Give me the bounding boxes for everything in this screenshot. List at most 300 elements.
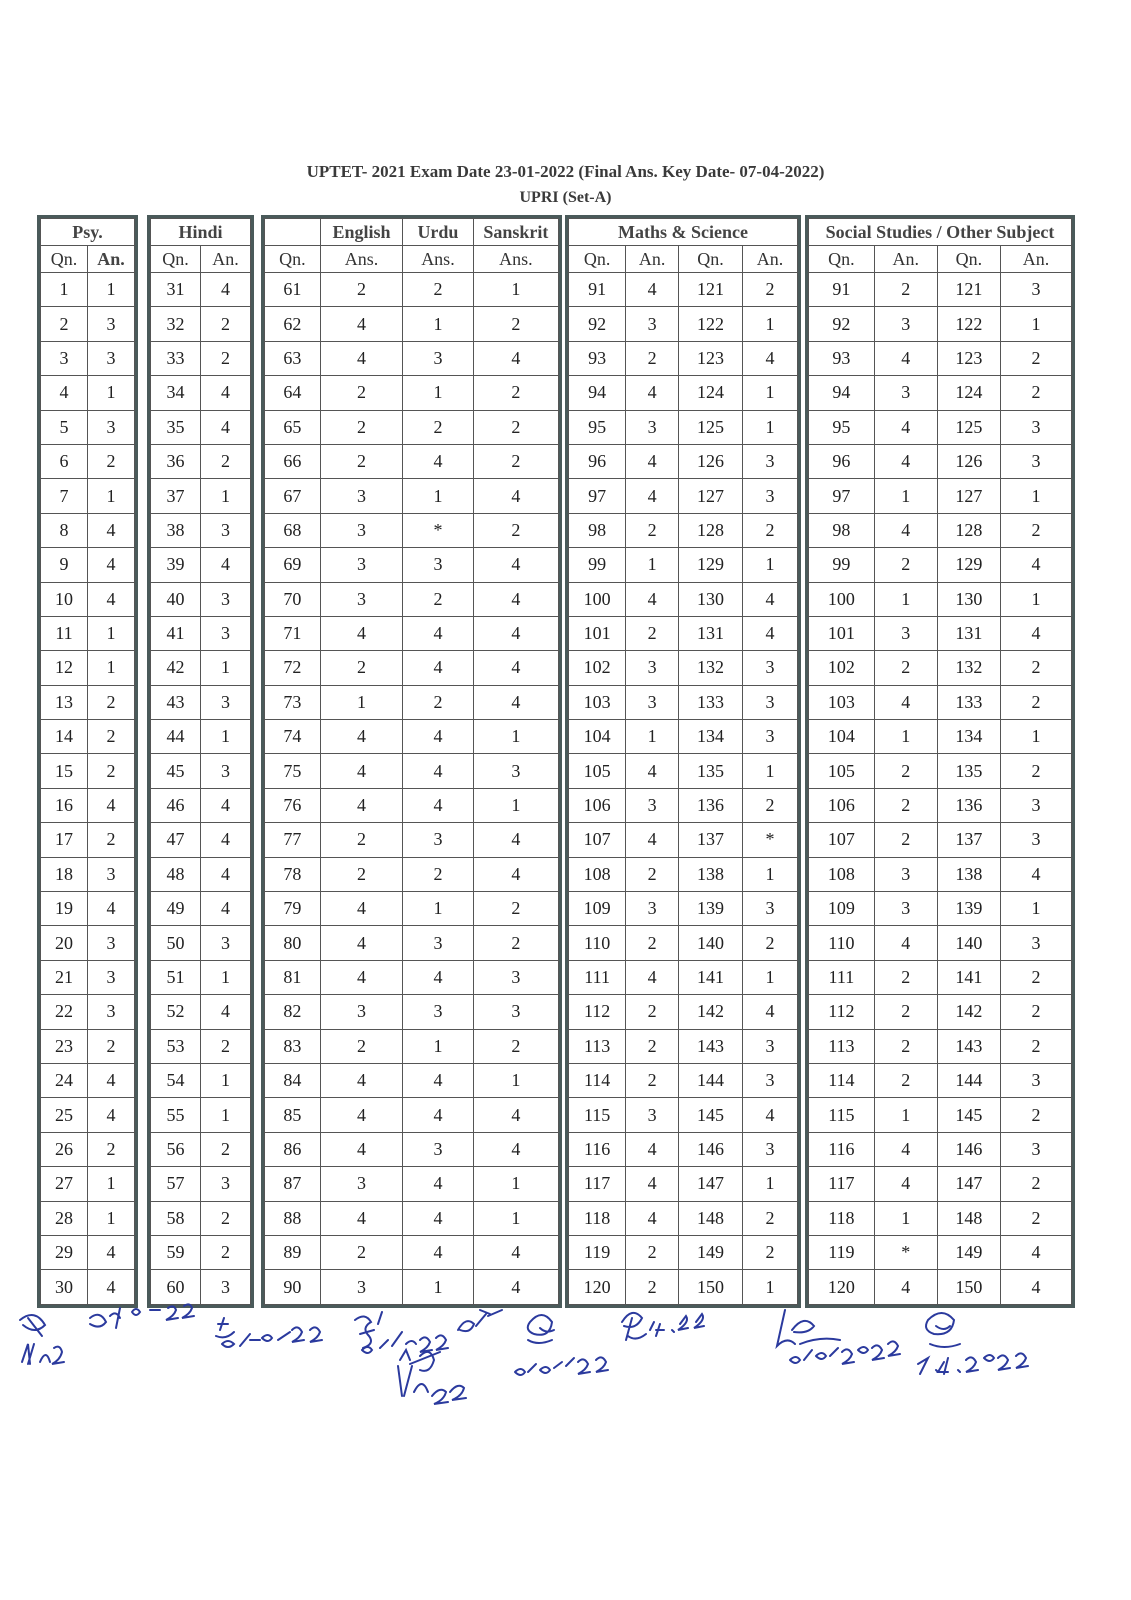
question-number: 32 bbox=[151, 307, 201, 341]
table-row bbox=[41, 548, 135, 582]
question-number: 14 bbox=[41, 720, 88, 754]
sanskrit-answer: 3 bbox=[473, 995, 558, 1029]
question-number: 102 bbox=[569, 651, 626, 685]
table-row bbox=[265, 1167, 559, 1201]
question-number: 117 bbox=[809, 1167, 875, 1201]
urdu-answer: 1 bbox=[403, 1029, 474, 1063]
question-number: 43 bbox=[151, 685, 201, 719]
table-row bbox=[265, 273, 559, 307]
psy-table-block bbox=[37, 215, 138, 1308]
question-number: 118 bbox=[809, 1201, 875, 1235]
question-number: 132 bbox=[937, 651, 1000, 685]
question-number: 101 bbox=[809, 616, 875, 650]
question-number: 33 bbox=[151, 341, 201, 375]
answer-value: 4 bbox=[201, 995, 251, 1029]
answer-value: 2 bbox=[743, 513, 798, 547]
psy-table-body bbox=[41, 273, 135, 1305]
answer-value: 2 bbox=[626, 513, 679, 547]
question-number: 113 bbox=[569, 1029, 626, 1063]
answer-value: 2 bbox=[874, 1029, 937, 1063]
answer-value: 3 bbox=[88, 857, 135, 891]
question-number: 95 bbox=[569, 410, 626, 444]
question-number: 74 bbox=[265, 720, 321, 754]
answer-value: 3 bbox=[1000, 788, 1071, 822]
answer-value: 4 bbox=[626, 754, 679, 788]
table-row bbox=[265, 995, 559, 1029]
answer-value: 3 bbox=[874, 857, 937, 891]
answer-value: 3 bbox=[201, 926, 251, 960]
table-row bbox=[151, 1201, 251, 1235]
answer-value: 3 bbox=[743, 479, 798, 513]
question-number: 108 bbox=[809, 857, 875, 891]
answer-value: 2 bbox=[1000, 960, 1071, 994]
question-number: 89 bbox=[265, 1235, 321, 1269]
question-number: 99 bbox=[809, 548, 875, 582]
question-number: 49 bbox=[151, 892, 201, 926]
question-number: 115 bbox=[809, 1098, 875, 1132]
question-number: 123 bbox=[678, 341, 742, 375]
sanskrit-answer: 4 bbox=[473, 616, 558, 650]
answer-value: * bbox=[743, 823, 798, 857]
answer-value: 4 bbox=[1000, 1235, 1071, 1269]
language-blank-heading bbox=[265, 219, 321, 246]
answer-value: 2 bbox=[88, 1029, 135, 1063]
question-number: 17 bbox=[41, 823, 88, 857]
question-number: 99 bbox=[569, 548, 626, 582]
answer-value: 4 bbox=[201, 410, 251, 444]
question-number: 18 bbox=[41, 857, 88, 891]
question-number: 10 bbox=[41, 582, 88, 616]
english-answer: 4 bbox=[320, 616, 402, 650]
table-row bbox=[151, 341, 251, 375]
table-row bbox=[151, 479, 251, 513]
answer-value: 3 bbox=[88, 960, 135, 994]
question-number: 45 bbox=[151, 754, 201, 788]
answer-value: 1 bbox=[743, 548, 798, 582]
social-studies-heading: Social Studies / Other Subject bbox=[809, 219, 1072, 246]
table-row bbox=[41, 410, 135, 444]
sanskrit-answer: 2 bbox=[473, 376, 558, 410]
sanskrit-answer: 4 bbox=[473, 1235, 558, 1269]
english-answer: 4 bbox=[320, 892, 402, 926]
table-row bbox=[41, 1132, 135, 1166]
table-row bbox=[41, 685, 135, 719]
question-number: 15 bbox=[41, 754, 88, 788]
answer-value: 2 bbox=[88, 444, 135, 478]
table-row bbox=[151, 1098, 251, 1132]
table-row bbox=[569, 548, 798, 582]
table-row bbox=[569, 1167, 798, 1201]
table-row bbox=[41, 754, 135, 788]
question-number: 34 bbox=[151, 376, 201, 410]
sanskrit-answer: 2 bbox=[473, 513, 558, 547]
hindi-question-header: Qn. bbox=[151, 246, 201, 273]
english-answer: 4 bbox=[320, 960, 402, 994]
question-number: 145 bbox=[937, 1098, 1000, 1132]
answer-value: 4 bbox=[743, 582, 798, 616]
table-row bbox=[41, 376, 135, 410]
answer-value: 2 bbox=[874, 995, 937, 1029]
answer-value: 2 bbox=[626, 1063, 679, 1097]
sanskrit-answer: 4 bbox=[473, 1098, 558, 1132]
language-table bbox=[264, 218, 559, 1305]
question-number: 96 bbox=[569, 444, 626, 478]
question-number: 63 bbox=[265, 341, 321, 375]
question-number: 144 bbox=[937, 1063, 1000, 1097]
answer-value: 4 bbox=[874, 1167, 937, 1201]
answer-value: 3 bbox=[743, 892, 798, 926]
urdu-heading: Urdu bbox=[403, 219, 474, 246]
answer-value: 2 bbox=[88, 823, 135, 857]
question-number: 60 bbox=[151, 1270, 201, 1305]
table-row bbox=[569, 513, 798, 547]
english-answer-header: Ans. bbox=[320, 246, 402, 273]
answer-value: 3 bbox=[88, 995, 135, 1029]
question-number: 121 bbox=[937, 273, 1000, 307]
table-row bbox=[809, 685, 1072, 719]
table-row bbox=[41, 651, 135, 685]
answer-value: 4 bbox=[88, 582, 135, 616]
table-row bbox=[265, 1098, 559, 1132]
question-number: 142 bbox=[937, 995, 1000, 1029]
english-answer: 3 bbox=[320, 548, 402, 582]
ss-answer-header-2: An. bbox=[1000, 246, 1071, 273]
question-number: 42 bbox=[151, 651, 201, 685]
answer-value: 4 bbox=[201, 788, 251, 822]
answer-value: 2 bbox=[626, 616, 679, 650]
english-answer: 4 bbox=[320, 720, 402, 754]
question-number: 104 bbox=[569, 720, 626, 754]
answer-value: 2 bbox=[874, 273, 937, 307]
question-number: 111 bbox=[569, 960, 626, 994]
question-number: 25 bbox=[41, 1098, 88, 1132]
question-number: 113 bbox=[809, 1029, 875, 1063]
answer-value: 4 bbox=[874, 1132, 937, 1166]
table-row bbox=[151, 892, 251, 926]
answer-key-subtitle: UPRI (Set-A) bbox=[519, 189, 612, 206]
question-number: 133 bbox=[678, 685, 742, 719]
answer-value: 2 bbox=[88, 1132, 135, 1166]
answer-value: 3 bbox=[743, 1063, 798, 1097]
ms-answer-header-1: An. bbox=[626, 246, 679, 273]
answer-value: 3 bbox=[626, 651, 679, 685]
answer-value: 2 bbox=[874, 548, 937, 582]
table-row bbox=[41, 1063, 135, 1097]
question-number: 4 bbox=[41, 376, 88, 410]
question-number: 44 bbox=[151, 720, 201, 754]
social-studies-table-body bbox=[809, 273, 1072, 1305]
table-row bbox=[41, 513, 135, 547]
question-number: 123 bbox=[937, 341, 1000, 375]
urdu-answer: 1 bbox=[403, 1270, 474, 1305]
question-number: 108 bbox=[569, 857, 626, 891]
table-row bbox=[41, 1167, 135, 1201]
sanskrit-answer: 4 bbox=[473, 582, 558, 616]
english-answer: 4 bbox=[320, 1201, 402, 1235]
question-number: 135 bbox=[678, 754, 742, 788]
english-answer: 4 bbox=[320, 341, 402, 375]
sanskrit-answer: 2 bbox=[473, 926, 558, 960]
question-number: 8 bbox=[41, 513, 88, 547]
answer-value: 1 bbox=[743, 1167, 798, 1201]
question-number: 143 bbox=[678, 1029, 742, 1063]
question-number: 126 bbox=[937, 444, 1000, 478]
question-number: 91 bbox=[809, 273, 875, 307]
question-number: 144 bbox=[678, 1063, 742, 1097]
question-number: 97 bbox=[569, 479, 626, 513]
table-row bbox=[809, 479, 1072, 513]
answer-value: 2 bbox=[743, 1201, 798, 1235]
answer-value: 4 bbox=[874, 341, 937, 375]
table-row bbox=[809, 1235, 1072, 1269]
answer-value: 4 bbox=[626, 479, 679, 513]
table-row bbox=[265, 892, 559, 926]
question-number: 13 bbox=[41, 685, 88, 719]
answer-value: 2 bbox=[1000, 1098, 1071, 1132]
question-number: 119 bbox=[569, 1235, 626, 1269]
table-row bbox=[151, 1029, 251, 1063]
urdu-answer: 4 bbox=[403, 1235, 474, 1269]
question-number: 145 bbox=[678, 1098, 742, 1132]
handwritten-signatures-image bbox=[0, 1300, 1131, 1420]
english-answer: 3 bbox=[320, 995, 402, 1029]
question-number: 135 bbox=[937, 754, 1000, 788]
answer-value: 2 bbox=[201, 444, 251, 478]
table-row bbox=[569, 376, 798, 410]
question-number: 128 bbox=[937, 513, 1000, 547]
table-row bbox=[151, 616, 251, 650]
table-row bbox=[41, 720, 135, 754]
sanskrit-answer: 4 bbox=[473, 548, 558, 582]
maths-science-table-block bbox=[565, 215, 801, 1308]
answer-value: 1 bbox=[626, 548, 679, 582]
english-answer: 4 bbox=[320, 1098, 402, 1132]
answer-value: 1 bbox=[1000, 582, 1071, 616]
question-number: 120 bbox=[809, 1270, 875, 1305]
question-number: 130 bbox=[937, 582, 1000, 616]
table-row bbox=[265, 307, 559, 341]
answer-value: 2 bbox=[201, 307, 251, 341]
question-number: 30 bbox=[41, 1270, 88, 1305]
answer-value: 3 bbox=[874, 892, 937, 926]
table-row bbox=[41, 307, 135, 341]
urdu-answer: 3 bbox=[403, 1132, 474, 1166]
question-number: 110 bbox=[569, 926, 626, 960]
english-heading: English bbox=[320, 219, 402, 246]
question-number: 37 bbox=[151, 479, 201, 513]
question-number: 109 bbox=[569, 892, 626, 926]
ss-answer-header-1: An. bbox=[874, 246, 937, 273]
question-number: 20 bbox=[41, 926, 88, 960]
question-number: 129 bbox=[937, 548, 1000, 582]
answer-value: 2 bbox=[1000, 685, 1071, 719]
answer-value: 4 bbox=[88, 892, 135, 926]
psy-question-header: Qn. bbox=[41, 246, 88, 273]
table-row bbox=[265, 720, 559, 754]
table-row bbox=[569, 1235, 798, 1269]
answer-value: 2 bbox=[874, 651, 937, 685]
table-row bbox=[569, 410, 798, 444]
answer-value: 2 bbox=[1000, 754, 1071, 788]
table-row bbox=[569, 616, 798, 650]
table-row bbox=[569, 582, 798, 616]
table-row bbox=[809, 720, 1072, 754]
table-row bbox=[809, 341, 1072, 375]
question-number: 83 bbox=[265, 1029, 321, 1063]
question-number: 138 bbox=[937, 857, 1000, 891]
answer-value: 4 bbox=[88, 788, 135, 822]
answer-value: 3 bbox=[626, 1098, 679, 1132]
table-row bbox=[809, 410, 1072, 444]
question-number: 67 bbox=[265, 479, 321, 513]
answer-value: 2 bbox=[626, 926, 679, 960]
question-number: 125 bbox=[937, 410, 1000, 444]
answer-value: 3 bbox=[626, 410, 679, 444]
sanskrit-answer: 1 bbox=[473, 1201, 558, 1235]
answer-value: 3 bbox=[743, 651, 798, 685]
question-number: 47 bbox=[151, 823, 201, 857]
sanskrit-answer: 1 bbox=[473, 1167, 558, 1201]
table-row bbox=[809, 1132, 1072, 1166]
question-number: 24 bbox=[41, 1063, 88, 1097]
question-number: 140 bbox=[678, 926, 742, 960]
table-row bbox=[569, 1029, 798, 1063]
answer-value: 3 bbox=[201, 582, 251, 616]
table-row bbox=[265, 376, 559, 410]
question-number: 137 bbox=[937, 823, 1000, 857]
table-row bbox=[569, 651, 798, 685]
question-number: 139 bbox=[678, 892, 742, 926]
question-number: 100 bbox=[809, 582, 875, 616]
question-number: 16 bbox=[41, 788, 88, 822]
question-number: 3 bbox=[41, 341, 88, 375]
table-row bbox=[41, 1098, 135, 1132]
table-row bbox=[265, 582, 559, 616]
question-number: 91 bbox=[569, 273, 626, 307]
table-row bbox=[809, 1063, 1072, 1097]
english-answer: 3 bbox=[320, 513, 402, 547]
hindi-table-body bbox=[151, 273, 251, 1305]
question-number: 103 bbox=[569, 685, 626, 719]
table-row bbox=[809, 1098, 1072, 1132]
answer-value: 1 bbox=[743, 376, 798, 410]
question-number: 40 bbox=[151, 582, 201, 616]
question-number: 115 bbox=[569, 1098, 626, 1132]
table-row bbox=[41, 1201, 135, 1235]
answer-value: 3 bbox=[743, 1132, 798, 1166]
sanskrit-answer: 4 bbox=[473, 685, 558, 719]
question-number: 94 bbox=[809, 376, 875, 410]
answer-value: 2 bbox=[1000, 1029, 1071, 1063]
english-answer: 2 bbox=[320, 444, 402, 478]
table-row bbox=[569, 823, 798, 857]
english-answer: 2 bbox=[320, 1235, 402, 1269]
answer-value: 4 bbox=[874, 513, 937, 547]
question-number: 21 bbox=[41, 960, 88, 994]
urdu-answer: 2 bbox=[403, 857, 474, 891]
question-number: 121 bbox=[678, 273, 742, 307]
answer-value: 2 bbox=[88, 754, 135, 788]
table-row bbox=[41, 788, 135, 822]
answer-value: 1 bbox=[874, 1201, 937, 1235]
question-number: 116 bbox=[569, 1132, 626, 1166]
table-row bbox=[41, 995, 135, 1029]
question-number: 147 bbox=[937, 1167, 1000, 1201]
table-row bbox=[809, 995, 1072, 1029]
answer-value: 4 bbox=[201, 273, 251, 307]
answer-value: 3 bbox=[201, 754, 251, 788]
answer-value: 4 bbox=[201, 823, 251, 857]
sanskrit-answer: 3 bbox=[473, 754, 558, 788]
table-row bbox=[151, 444, 251, 478]
answer-value: 2 bbox=[743, 1235, 798, 1269]
table-row bbox=[265, 823, 559, 857]
question-number: 147 bbox=[678, 1167, 742, 1201]
answer-value: 3 bbox=[1000, 823, 1071, 857]
answer-value: 2 bbox=[201, 1132, 251, 1166]
table-row bbox=[265, 857, 559, 891]
english-answer: 2 bbox=[320, 273, 402, 307]
english-answer: 4 bbox=[320, 1132, 402, 1166]
question-number: 56 bbox=[151, 1132, 201, 1166]
question-number: 141 bbox=[937, 960, 1000, 994]
answer-value: 3 bbox=[201, 513, 251, 547]
question-number: 59 bbox=[151, 1235, 201, 1269]
table-row bbox=[151, 1063, 251, 1097]
urdu-answer: 2 bbox=[403, 410, 474, 444]
question-number: 66 bbox=[265, 444, 321, 478]
sanskrit-answer: 4 bbox=[473, 857, 558, 891]
table-row bbox=[265, 1029, 559, 1063]
table-row bbox=[151, 410, 251, 444]
question-number: 26 bbox=[41, 1132, 88, 1166]
answer-value: 2 bbox=[626, 857, 679, 891]
question-number: 140 bbox=[937, 926, 1000, 960]
table-row bbox=[569, 754, 798, 788]
answer-value: 1 bbox=[1000, 307, 1071, 341]
question-number: 98 bbox=[809, 513, 875, 547]
question-number: 23 bbox=[41, 1029, 88, 1063]
table-row bbox=[569, 1201, 798, 1235]
answer-value: 1 bbox=[201, 1063, 251, 1097]
answer-value: 4 bbox=[201, 892, 251, 926]
question-number: 31 bbox=[151, 273, 201, 307]
table-row bbox=[151, 651, 251, 685]
urdu-answer: 1 bbox=[403, 307, 474, 341]
question-number: 80 bbox=[265, 926, 321, 960]
table-row bbox=[809, 788, 1072, 822]
answer-value: 3 bbox=[201, 685, 251, 719]
question-number: 125 bbox=[678, 410, 742, 444]
question-number: 142 bbox=[678, 995, 742, 1029]
language-table-body bbox=[265, 273, 559, 1305]
english-answer: 4 bbox=[320, 754, 402, 788]
english-answer: 2 bbox=[320, 823, 402, 857]
table-row bbox=[151, 995, 251, 1029]
urdu-answer: 1 bbox=[403, 376, 474, 410]
table-row bbox=[151, 960, 251, 994]
answer-value: 3 bbox=[1000, 444, 1071, 478]
answer-value: 3 bbox=[1000, 1132, 1071, 1166]
question-number: 94 bbox=[569, 376, 626, 410]
urdu-answer: 3 bbox=[403, 341, 474, 375]
question-number: 101 bbox=[569, 616, 626, 650]
english-answer: 2 bbox=[320, 857, 402, 891]
question-number: 68 bbox=[265, 513, 321, 547]
question-number: 148 bbox=[678, 1201, 742, 1235]
question-number: 146 bbox=[678, 1132, 742, 1166]
answer-value: 3 bbox=[88, 341, 135, 375]
